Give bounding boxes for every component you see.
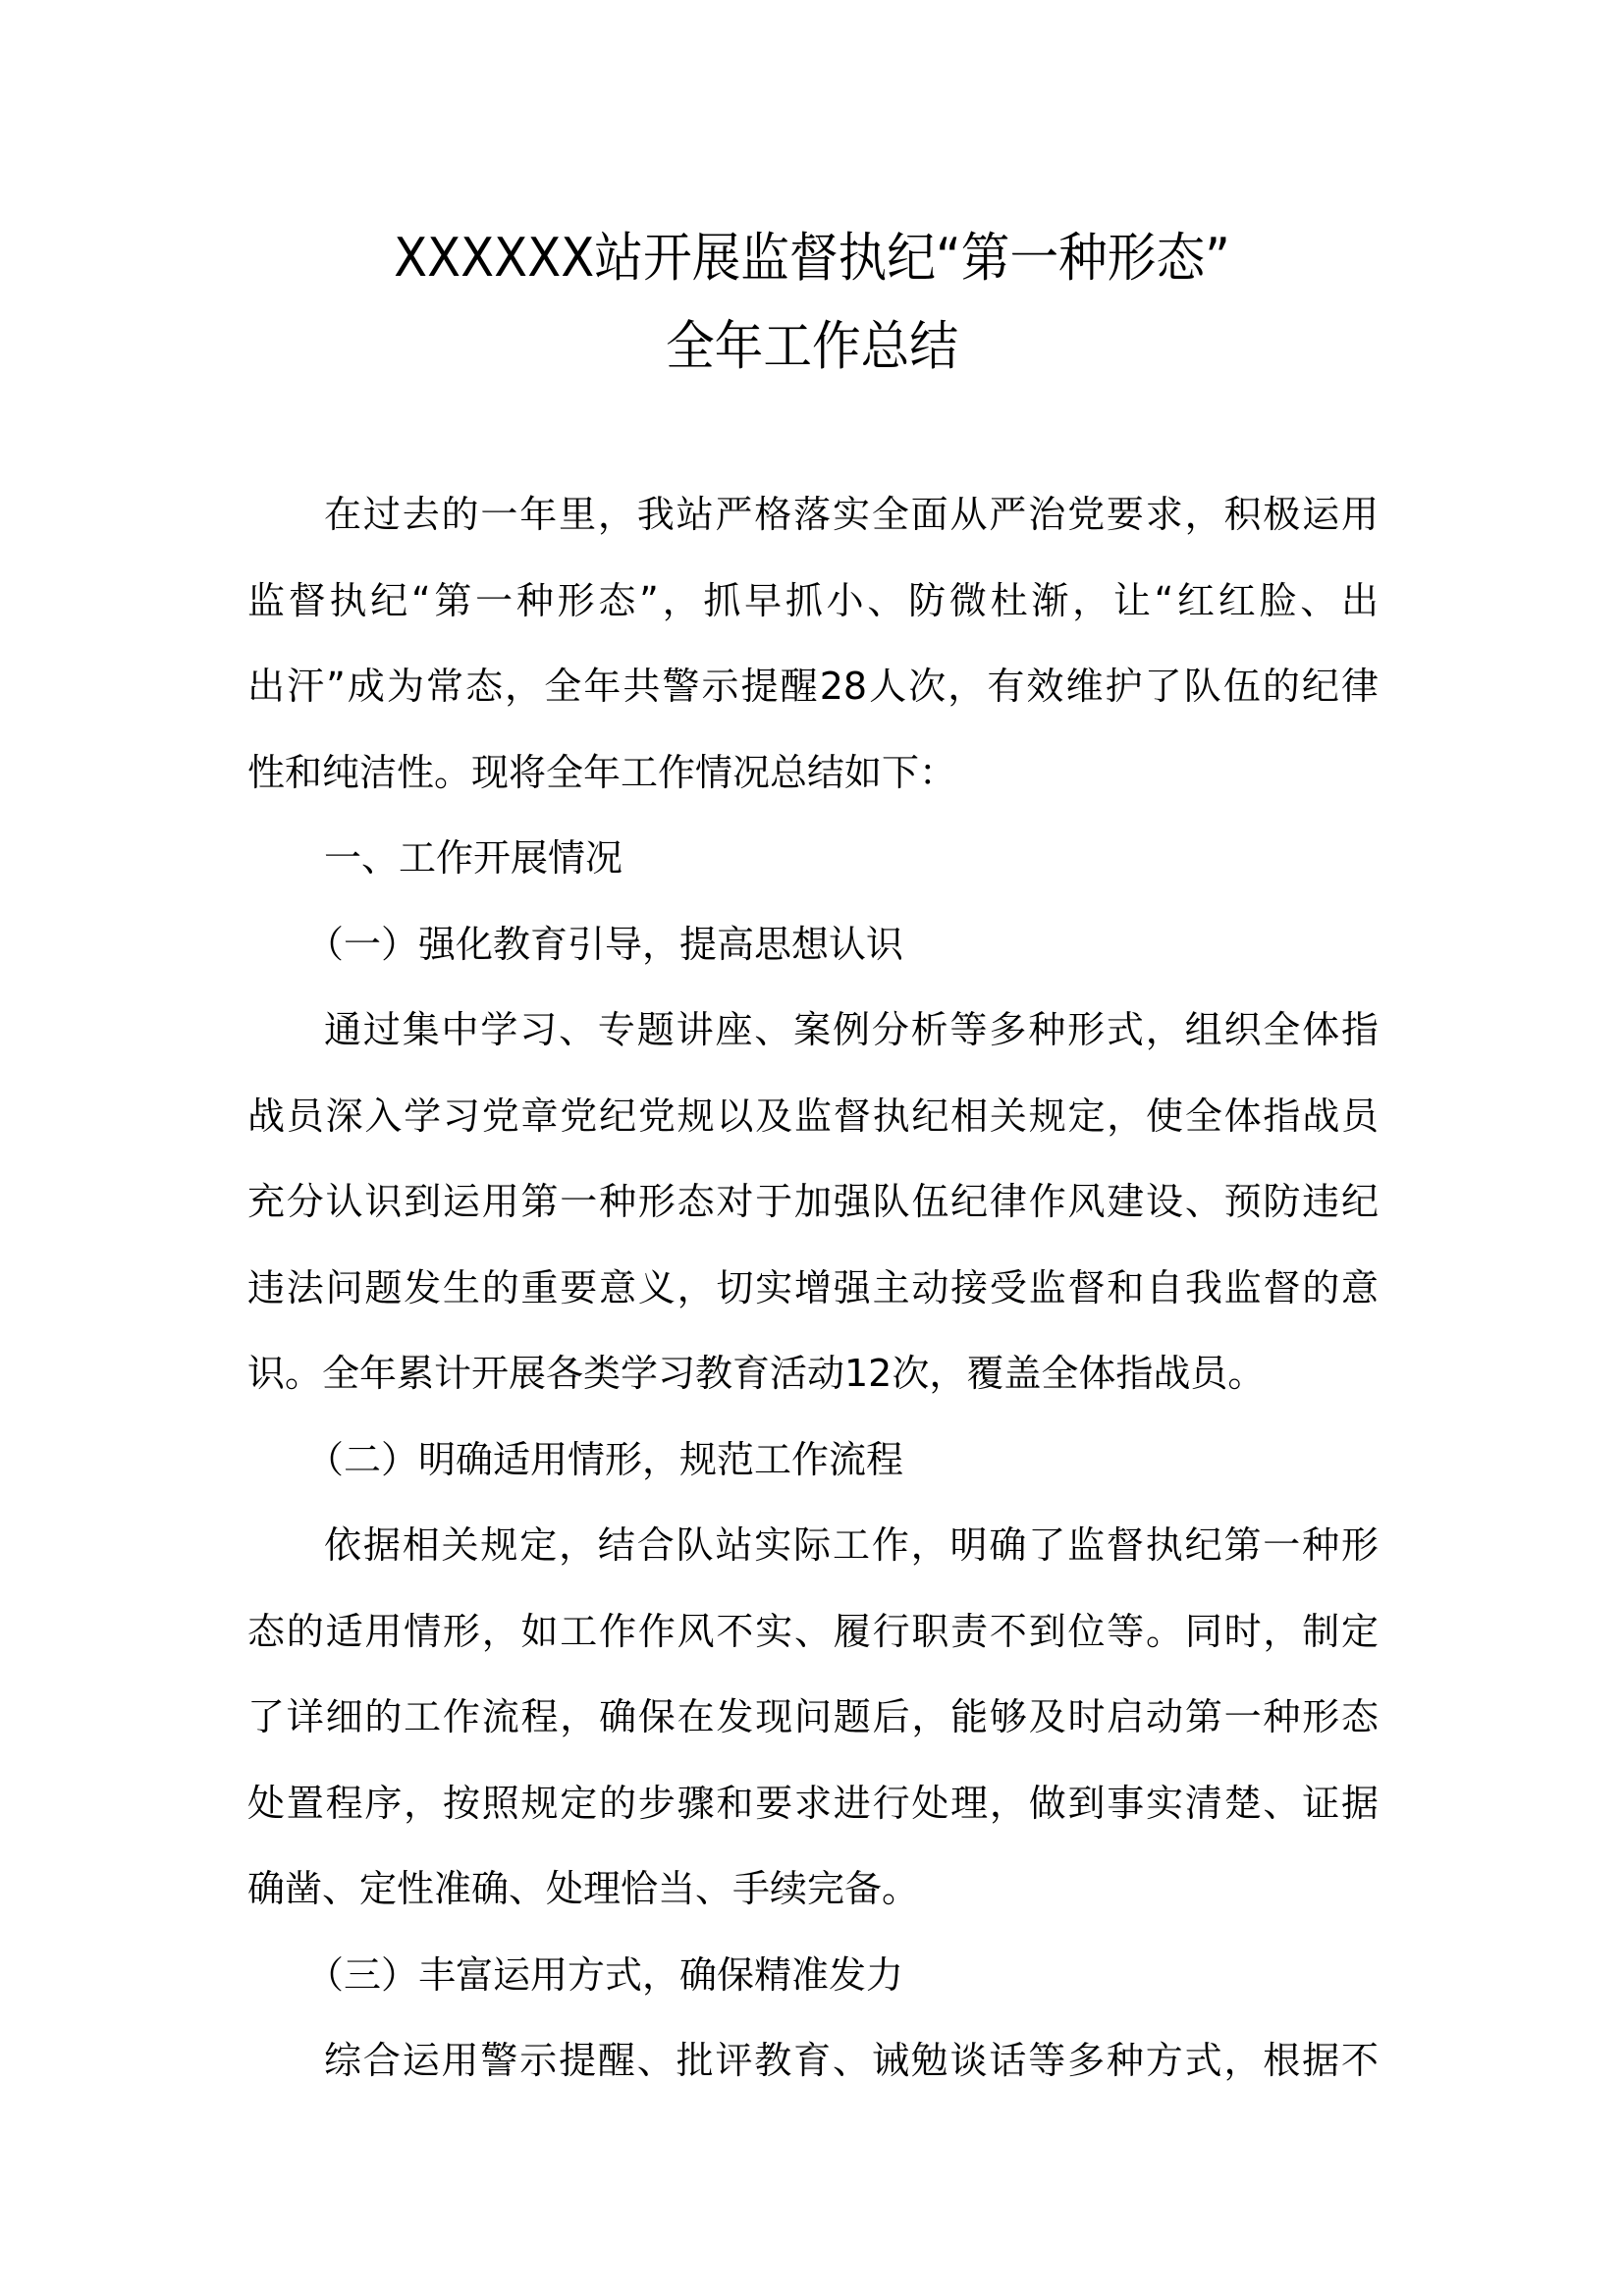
paragraph-line: 依据相关规定，结合队站实际工作，明确了监督执纪第一种形	[324, 1523, 1379, 1567]
paragraph-line: 违法问题发生的重要意义，切实增强主动接受监督和自我监督的意	[247, 1265, 1379, 1309]
document-title	[65, 214, 1559, 391]
title-line-1: XXXXXX站开展监督执纪“第一种形态”	[394, 227, 1230, 289]
body-paragraph	[247, 988, 1379, 1417]
paragraph-line: 通过集中学习、专题讲座、案例分析等多种形式，组织全体指	[324, 1008, 1379, 1051]
body-paragraph	[247, 2018, 1379, 2105]
subsection-heading: （三）丰富运用方式，确保精准发力	[306, 1952, 904, 1997]
paragraph-line: 识。全年累计开展各类学习教育活动12次，覆盖全体指战员。	[247, 1352, 1266, 1395]
paragraph-line: 处置程序，按照规定的步骤和要求进行处理，做到事实清楚、证据	[247, 1781, 1379, 1825]
paragraph-line: 了详细的工作流程，确保在发现问题后，能够及时启动第一种形态	[247, 1695, 1379, 1738]
paragraph-line: 出汗”成为常态，全年共警示提醒28人次，有效维护了队伍的纪律	[247, 665, 1379, 708]
paragraph-line: 在过去的一年里，我站严格落实全面从严治党要求，积极运用	[324, 493, 1379, 536]
section-heading: 一、工作开展情况	[324, 836, 623, 880]
paragraph-line: 综合运用警示提醒、批评教育、诫勉谈话等多种方式，根据不	[324, 2039, 1379, 2082]
title-line-2: 全年工作总结	[665, 315, 959, 377]
paragraph-line: 态的适用情形，如工作作风不实、履行职责不到位等。同时，制定	[247, 1609, 1379, 1653]
paragraph-line: 确凿、定性准确、处理恰当、手续完备。	[247, 1867, 920, 1910]
subsection-heading: （二）明确适用情形，规范工作流程	[306, 1437, 904, 1481]
paragraph-line: 充分认识到运用第一种形态对于加强队伍纪律作风建设、预防违纪	[247, 1180, 1379, 1223]
paragraph-line: 监督执纪“第一种形态”，抓早抓小、防微杜渐，让“红红脸、出	[247, 578, 1379, 622]
intro-paragraph	[247, 472, 1379, 816]
body-paragraph	[247, 1503, 1379, 1933]
paragraph-line: 性和纯洁性。现将全年工作情况总结如下：	[247, 750, 957, 794]
subsection-heading: （一）强化教育引导，提高思想认识	[306, 922, 904, 966]
document-body	[247, 472, 1379, 2105]
paragraph-line: 战员深入学习党章党纪党规以及监督执纪相关规定，使全体指战员	[247, 1094, 1379, 1138]
